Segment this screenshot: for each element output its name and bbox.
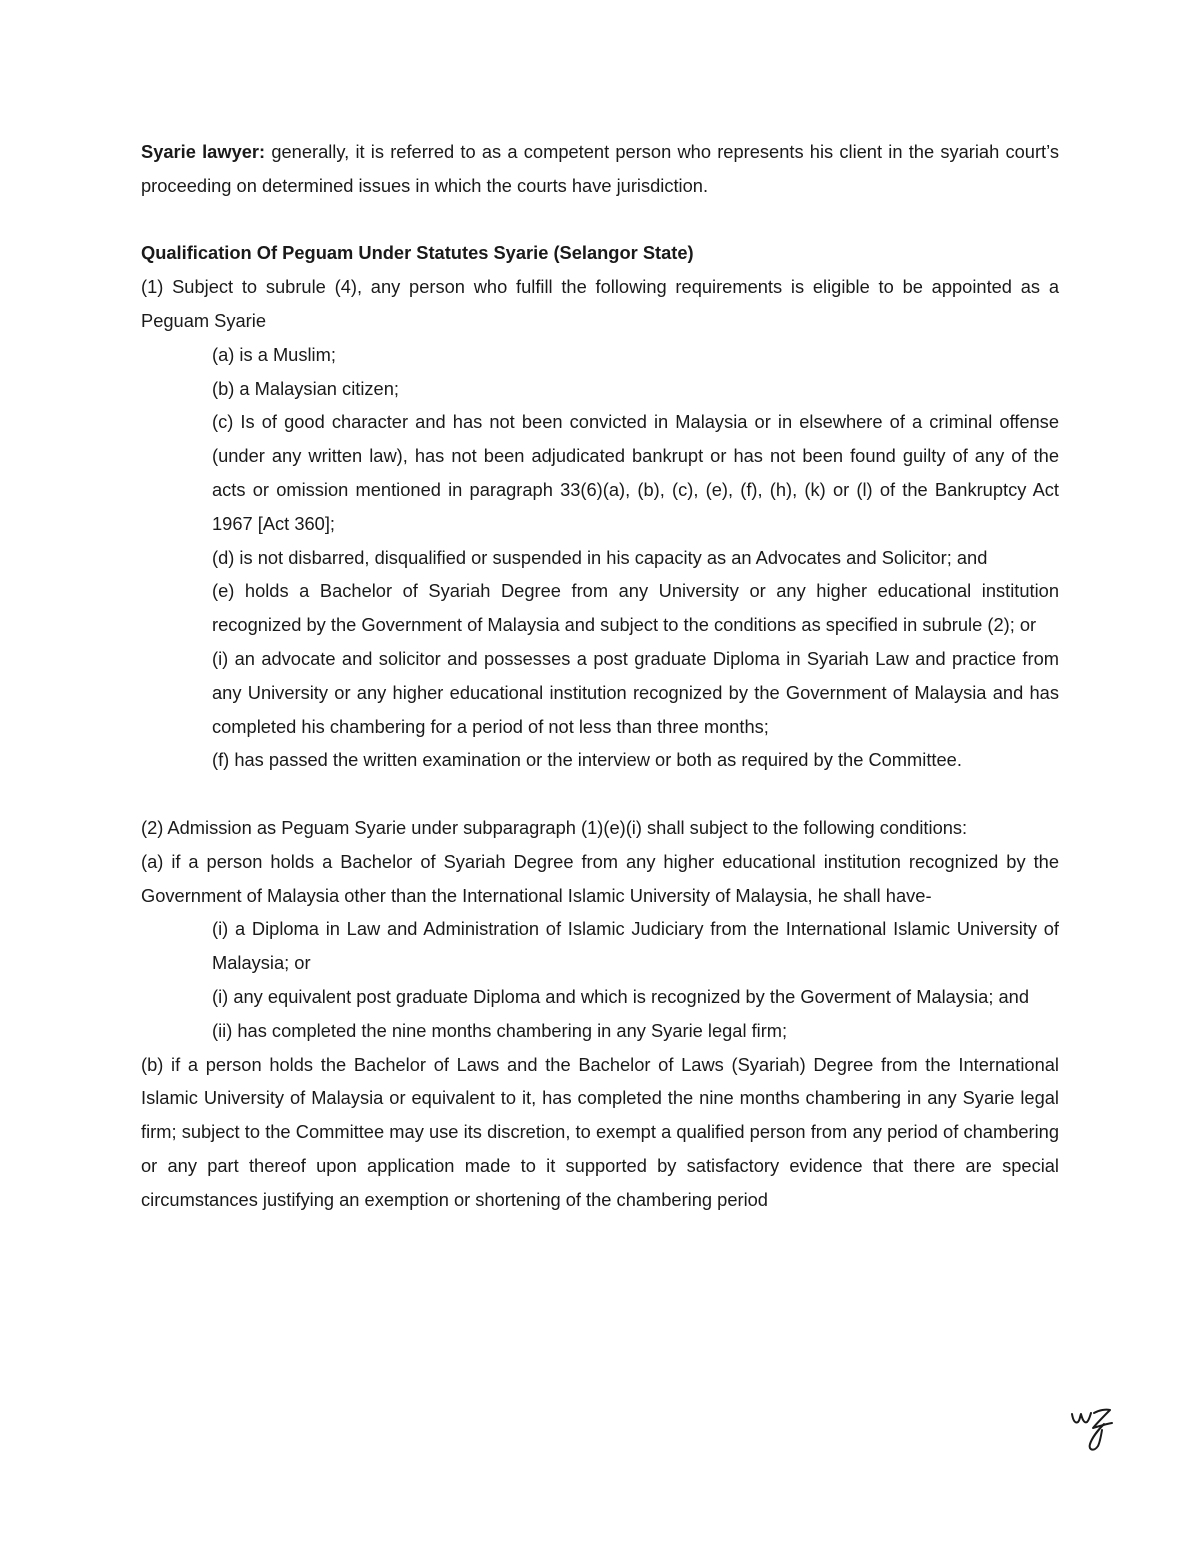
rule-1-item-f: (f) has passed the written examination or the interview or both as required by the Committee. [212,749,962,771]
rule-2-intro: (2) Admission as Peguam Syarie under subparagraph (1)(e)(i) shall subject to the following conditions: [141,816,968,838]
definition-text: generally, it is referred to as a competent person who represents his client in the syariah court’s proceeding on determined issues in which the courts have jurisdiction. [141,141,1059,196]
rule-1-item-c: (c) Is of good character and has not been convicted in Malaysia or in elsewhere of a criminal offense (under any written law), has not been adjudicated bankrupt or has not been found guilty of any of the acts or omission mentioned in paragraph 33(6)(a), (b), (c), (e), (f), (h), (k) or (l) of the Bankruptcy Act 1967 [Act 360]; [212,411,1059,534]
section-heading: Qualification Of Peguam Under Statutes Syarie (Selangor State) [141,242,694,264]
rule-2-item-a-i-alt: (i) any equivalent post graduate Diploma and which is recognized by the Goverment of Malaysia; and [212,985,1030,1007]
rule-2-item-a-ii: (ii) has completed the nine months chambering in any Syarie legal firm; [212,1019,788,1041]
rule-2-item-a-i: (i) a Diploma in Law and Administration of Islamic Judiciary from the International Islamic University of Malaysia; or [212,918,1059,974]
rule-1-item-a: (a) is a Muslim; [212,343,336,365]
rule-1-item-e-i: (i) an advocate and solicitor and possesses a post graduate Diploma in Syariah Law and practice from any University or any higher educational institution recognized by the Government of Malaysia and has completed his chambering for a period of not less than three months; [212,647,1059,737]
document-body [141,135,1059,1217]
rule-1-intro: (1) Subject to subrule (4), any person who fulfill the following requirements is eligible to be appointed as a Peguam Syarie [141,276,1059,331]
rule-2-item-a-intro: (a) if a person holds a Bachelor of Syariah Degree from any higher educational institution recognized by the Government of Malaysia other than the International Islamic University of Malaysia, he shall have- [141,850,1059,906]
rule-1-item-d: (d) is not disbarred, disqualified or suspended in his capacity as an Advocates and Solicitor; and [212,546,988,568]
definition-paragraph [141,135,1059,203]
rule-2-item-b: (b) if a person holds the Bachelor of Laws and the Bachelor of Laws (Syariah) Degree from the International Islamic University of Malaysia or equivalent to it, has completed the nine months chambering in any Syarie legal firm; subject to the Committee may use its discretion, to exempt a qualified person from any period of chambering or any part thereof upon application made to it supported by satisfactory evidence that there are special circumstances justifying an exemption or shortening of the chambering period [141,1053,1059,1210]
definition-term: Syarie lawyer: [141,141,266,162]
spacer [141,203,1059,237]
rule-1-item-e: (e) holds a Bachelor of Syariah Degree from any University or any higher educational institution recognized by the Government of Malaysia and subject to the conditions as specified in subrule (2); or [212,580,1059,636]
rule-1-item-b: (b) a Malaysian citizen; [212,377,399,399]
spacer [141,777,1059,811]
signature-initials-icon [1066,1400,1118,1456]
